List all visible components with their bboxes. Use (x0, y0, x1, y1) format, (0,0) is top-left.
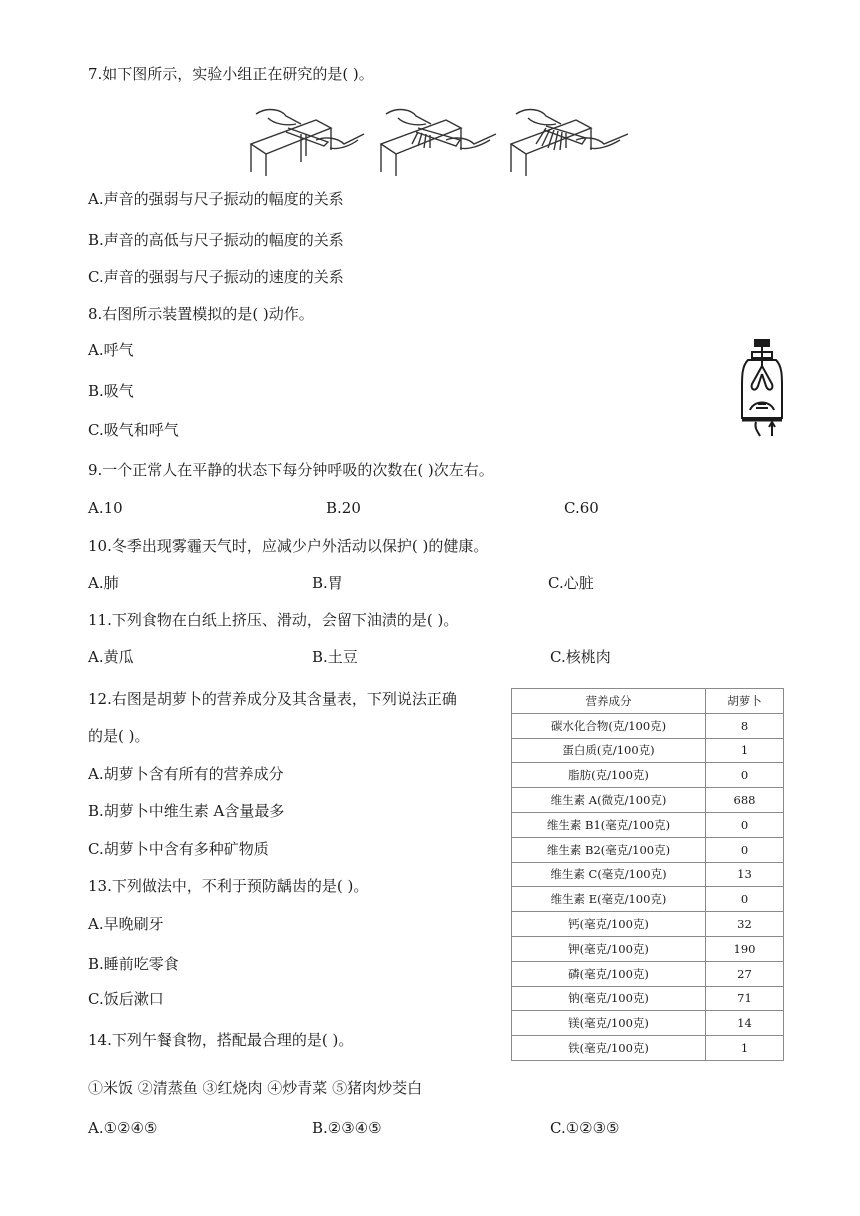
table-row (512, 763, 784, 788)
table-header-cell: 胡萝卜 (706, 689, 784, 714)
table-cell: 维生素 B2(毫克/100克) (512, 837, 706, 862)
table-row (512, 788, 784, 813)
table-cell: 维生素 B1(毫克/100克) (512, 812, 706, 837)
q7-option-c: C.声音的强弱与尺子振动的速度的关系 (88, 268, 344, 286)
table-cell: 铁(毫克/100克) (512, 1036, 706, 1061)
q8-stem: 8.右图所示装置模拟的是( )动作。 (88, 305, 314, 323)
q12-stem-line1: 12.右图是胡萝卜的营养成分及其含量表，下列说法正确 (88, 690, 457, 708)
table-row (512, 837, 784, 862)
q11-stem: 11.下列食物在白纸上挤压、滑动，会留下油渍的是( )。 (88, 611, 459, 629)
table-cell: 维生素 E(毫克/100克) (512, 887, 706, 912)
table-cell: 0 (706, 812, 784, 837)
table-cell: 1 (706, 738, 784, 763)
table-cell: 维生素 C(毫克/100克) (512, 862, 706, 887)
table-cell: 磷(毫克/100克) (512, 961, 706, 986)
table-cell: 688 (706, 788, 784, 813)
ruler-vibration-figure-icon (246, 100, 636, 178)
q8-option-c: C.吸气和呼气 (88, 421, 179, 439)
q9-option-b: B.20 (326, 499, 361, 517)
nutrition-table (511, 688, 784, 1061)
q10-option-b: B.胃 (312, 574, 343, 592)
table-cell: 碳水化合物(克/100克) (512, 713, 706, 738)
table-cell: 8 (706, 713, 784, 738)
q8-option-b: B.吸气 (88, 382, 134, 400)
q14-stem: 14.下列午餐食物，搭配最合理的是( )。 (88, 1031, 354, 1049)
table-row (512, 738, 784, 763)
q14-option-b: B.②③④⑤ (312, 1119, 382, 1137)
table-cell: 0 (706, 837, 784, 862)
q13-option-b: B.睡前吃零食 (88, 955, 179, 973)
q12-option-a: A.胡萝卜含有所有的营养成分 (88, 765, 284, 783)
q9-stem: 9.一个正常人在平静的状态下每分钟呼吸的次数在( )次左右。 (88, 461, 494, 479)
q11-option-c: C.核桃肉 (550, 648, 611, 666)
q14-food-items: ①米饭 ②清蒸鱼 ③红烧肉 ④炒青菜 ⑤猪肉炒茭白 (88, 1079, 423, 1097)
table-cell: 钠(毫克/100克) (512, 986, 706, 1011)
q13-stem: 13.下列做法中，不利于预防龋齿的是( )。 (88, 877, 369, 895)
table-row (512, 887, 784, 912)
table-cell: 32 (706, 912, 784, 937)
q10-option-c: C.心脏 (548, 574, 594, 592)
table-cell: 71 (706, 986, 784, 1011)
q13-option-a: A.早晚刷牙 (88, 915, 164, 933)
q8-option-a: A.呼气 (88, 341, 134, 359)
q10-stem: 10.冬季出现雾霾天气时，应减少户外活动以保护( )的健康。 (88, 537, 489, 555)
q12-option-b: B.胡萝卜中维生素 A含量最多 (88, 802, 285, 820)
table-row (512, 1036, 784, 1061)
q12-stem-line2: 的是( )。 (88, 727, 150, 745)
table-header-row (512, 689, 784, 714)
q7-option-a: A.声音的强弱与尺子振动的幅度的关系 (88, 190, 344, 208)
table-cell: 维生素 A(微克/100克) (512, 788, 706, 813)
q7-stem: 7.如下图所示，实验小组正在研究的是( )。 (88, 65, 374, 83)
table-cell: 0 (706, 887, 784, 912)
table-row (512, 713, 784, 738)
table-cell: 27 (706, 961, 784, 986)
q9-option-c: C.60 (564, 499, 599, 517)
table-cell: 蛋白质(克/100克) (512, 738, 706, 763)
table-cell: 190 (706, 936, 784, 961)
table-cell: 钙(毫克/100克) (512, 912, 706, 937)
table-row (512, 862, 784, 887)
table-cell: 1 (706, 1036, 784, 1061)
q14-option-a: A.①②④⑤ (88, 1119, 158, 1137)
table-row (512, 936, 784, 961)
q14-option-c: C.①②③⑤ (550, 1119, 620, 1137)
table-row (512, 986, 784, 1011)
table-cell: 14 (706, 1011, 784, 1036)
q7-option-b: B.声音的高低与尺子振动的幅度的关系 (88, 231, 344, 249)
q11-option-a: A.黄瓜 (88, 648, 134, 666)
table-cell: 13 (706, 862, 784, 887)
table-row (512, 912, 784, 937)
table-cell: 镁(毫克/100克) (512, 1011, 706, 1036)
q9-option-a: A.10 (88, 499, 123, 517)
table-header-cell: 营养成分 (512, 689, 706, 714)
table-row (512, 1011, 784, 1036)
table-cell: 脂肪(克/100克) (512, 763, 706, 788)
q12-option-c: C.胡萝卜中含有多种矿物质 (88, 840, 269, 858)
table-cell: 钾(毫克/100克) (512, 936, 706, 961)
bell-jar-lung-model-icon (738, 336, 786, 440)
q13-option-c: C.饭后漱口 (88, 990, 164, 1008)
table-row (512, 961, 784, 986)
table-row (512, 812, 784, 837)
q10-option-a: A.肺 (88, 574, 119, 592)
q11-option-b: B.土豆 (312, 648, 358, 666)
table-cell: 0 (706, 763, 784, 788)
